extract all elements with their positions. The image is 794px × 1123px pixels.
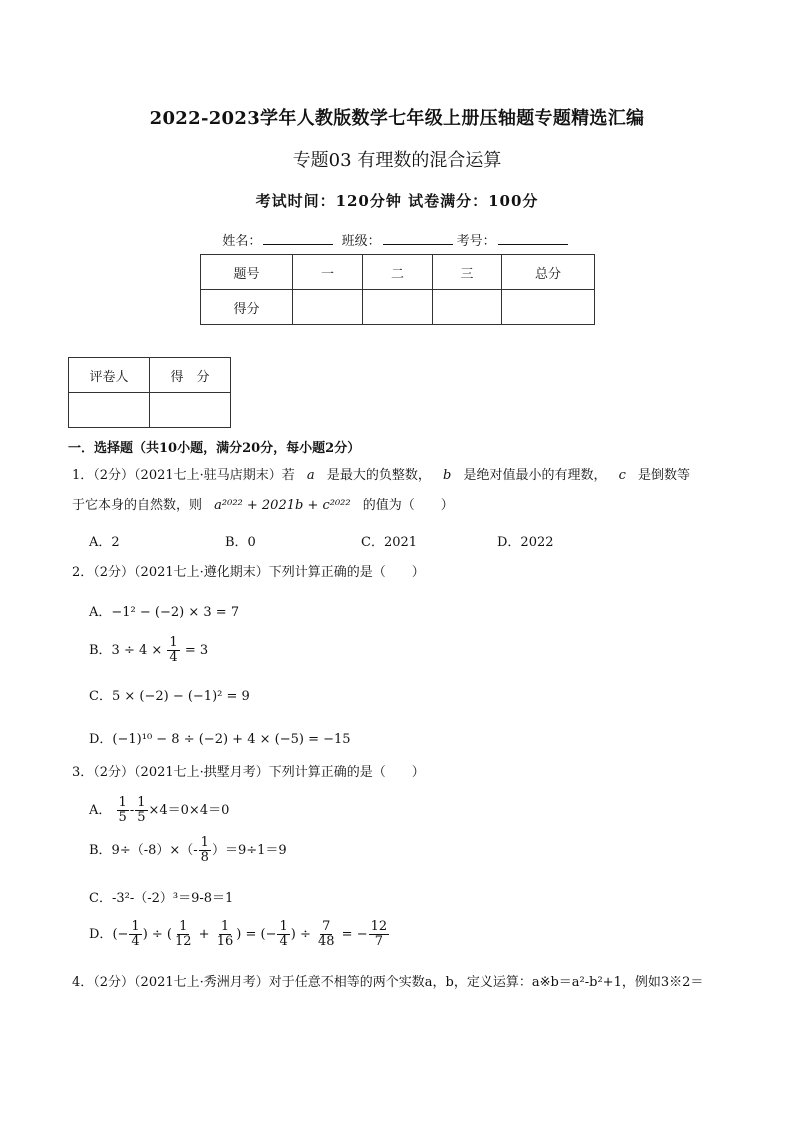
fraction-numerator: 1	[169, 635, 178, 650]
grader-table	[68, 357, 231, 428]
fraction-denominator: 8	[200, 850, 209, 865]
score-header-cell: 题号	[201, 255, 293, 290]
exam-info: 考试时间：120分钟 试卷满分：100分	[255, 192, 539, 210]
var-b: b	[442, 468, 452, 483]
q1-option-d[interactable]: D．2022	[497, 535, 554, 550]
grader-cell	[69, 393, 150, 428]
number-label: 考号：	[456, 234, 496, 249]
fraction-numerator: 1	[179, 919, 188, 934]
grader-label: 评卷人	[69, 358, 150, 393]
fraction-denominator: 4	[131, 934, 140, 949]
q3-option-b-text: B．9÷（-8）×（-	[89, 843, 198, 858]
score-table-header-row	[201, 255, 595, 290]
score-table-score-row	[201, 290, 595, 325]
score-table	[200, 254, 595, 325]
fraction	[199, 836, 211, 865]
fraction	[167, 636, 179, 665]
score-cell	[433, 290, 502, 325]
fraction-numerator: 1	[137, 795, 146, 810]
score-cell	[293, 290, 363, 325]
fraction-numerator: 1	[200, 835, 209, 850]
fraction-numerator: 7	[322, 919, 331, 934]
question-1-text: 于它本身的自然数，则	[72, 498, 203, 513]
fraction-denominator: 5	[137, 810, 146, 825]
question-3-stem: 3．（2分）（2021七上·拱墅月考）下列计算正确的是（ ）	[72, 765, 425, 780]
q3-option-b-text: ）＝9÷1＝9	[211, 843, 287, 858]
question-1-line1	[72, 467, 690, 485]
q2-option-b-text: = 3	[184, 643, 209, 658]
fraction	[316, 920, 337, 949]
document-subtitle: 专题03 有理数的混合运算	[292, 150, 502, 171]
question-1-expression: a²⁰²² + 2021b + c²⁰²²	[214, 498, 351, 513]
fraction	[117, 796, 129, 825]
question-2-stem: 2．（2分）（2021七上·遵化期末）下列计算正确的是（ ）	[72, 565, 425, 580]
var-c: c	[618, 468, 626, 483]
name-label: 姓名：	[222, 234, 262, 249]
fraction	[215, 920, 236, 949]
q2-option-c[interactable]: C．5 × (−2) − (−1)² = 9	[89, 689, 250, 704]
q2-option-d[interactable]: D．(−1)¹⁰ − 8 ÷ (−2) + 4 × (−5) = −15	[89, 732, 351, 747]
fraction-numerator: 1	[131, 919, 140, 934]
question-1-line2	[72, 497, 454, 515]
fraction-denominator: 16	[216, 934, 234, 949]
q1-option-c[interactable]: C．2021	[361, 535, 418, 550]
question-1-text: 是绝对值最小的有理数，	[463, 468, 607, 483]
fraction-numerator: 1	[118, 795, 127, 810]
fraction	[369, 920, 390, 949]
fraction	[135, 796, 147, 825]
var-a: a	[306, 468, 315, 483]
fraction-denominator: 5	[118, 810, 127, 825]
q3-option-a[interactable]: A． $\frac{1}{5}$ - $\frac{1}{5}$ ×4＝0×4＝0	[89, 795, 230, 825]
class-label: 班级：	[341, 234, 381, 249]
q3-option-c[interactable]: C．-3²-（-2）³＝9-8＝1	[89, 891, 234, 906]
question-1-text: 的值为（ ）	[362, 498, 454, 513]
score-row-label: 得分	[201, 290, 293, 325]
fraction-numerator: 1	[279, 919, 288, 934]
score-header-cell: 总分	[502, 255, 595, 290]
name-blank	[263, 232, 333, 245]
document-title: 2022-2023学年人教版数学七年级上册压轴题专题精选汇编	[149, 108, 645, 129]
score-cell	[363, 290, 433, 325]
question-1-text: 是最大的负整数，	[326, 468, 431, 483]
q2-option-a[interactable]: A．−1² − (−2) × 3 = 7	[89, 605, 240, 620]
section-heading: 一．选择题（共10小题，满分20分，每小题2分）	[68, 441, 361, 456]
score-header-cell: 二	[363, 255, 433, 290]
grader-score-label: 得 分	[150, 358, 231, 393]
score-cell	[502, 290, 595, 325]
q2-option-b-text: B．3 ÷ 4 ×	[89, 643, 163, 658]
fraction	[173, 920, 194, 949]
question-4-stem: 4．（2分）（2021七上·秀洲月考）对于任意不相等的两个实数a，b，定义运算：a※b＝a²-b²+1，例如3※2＝	[72, 975, 704, 990]
fraction	[277, 920, 289, 949]
number-blank	[498, 232, 568, 245]
option-label: A．	[89, 803, 112, 818]
fraction-denominator: 48	[317, 934, 335, 949]
fraction-denominator: 4	[279, 934, 288, 949]
option-label: D．	[89, 927, 113, 942]
fraction-denominator: 4	[169, 650, 178, 665]
fraction-denominator: 12	[175, 934, 192, 949]
fraction-denominator: 7	[374, 934, 383, 949]
q3-option-a-text: ×4＝0×4＝0	[148, 803, 230, 818]
q3-option-d[interactable]: D．(− $\frac{1}{4}$ ) ÷ ( $\frac{1}{12}$ + $\frac{1}{16}$ ) = (− $\frac{1}{4}$ ) ÷ $\frac{7}{48}$ = − $\frac{12}{7}$	[89, 919, 388, 949]
fraction-numerator: 1	[220, 919, 230, 934]
q1-option-a[interactable]: A．2	[89, 535, 120, 550]
question-1-prefix: 1．（2分）（2021七上·驻马店期末）若	[72, 468, 295, 483]
q2-option-b[interactable]	[89, 636, 208, 665]
grader-score-cell	[150, 393, 231, 428]
class-blank	[383, 232, 453, 245]
student-info-line	[0, 230, 794, 249]
fraction	[129, 920, 141, 949]
q1-option-b[interactable]: B．0	[225, 535, 256, 550]
question-1-text: 是倒数等	[638, 468, 691, 483]
score-header-cell: 三	[433, 255, 502, 290]
fraction-numerator: 12	[370, 919, 388, 934]
q3-option-b[interactable]	[89, 836, 287, 865]
score-header-cell: 一	[293, 255, 363, 290]
